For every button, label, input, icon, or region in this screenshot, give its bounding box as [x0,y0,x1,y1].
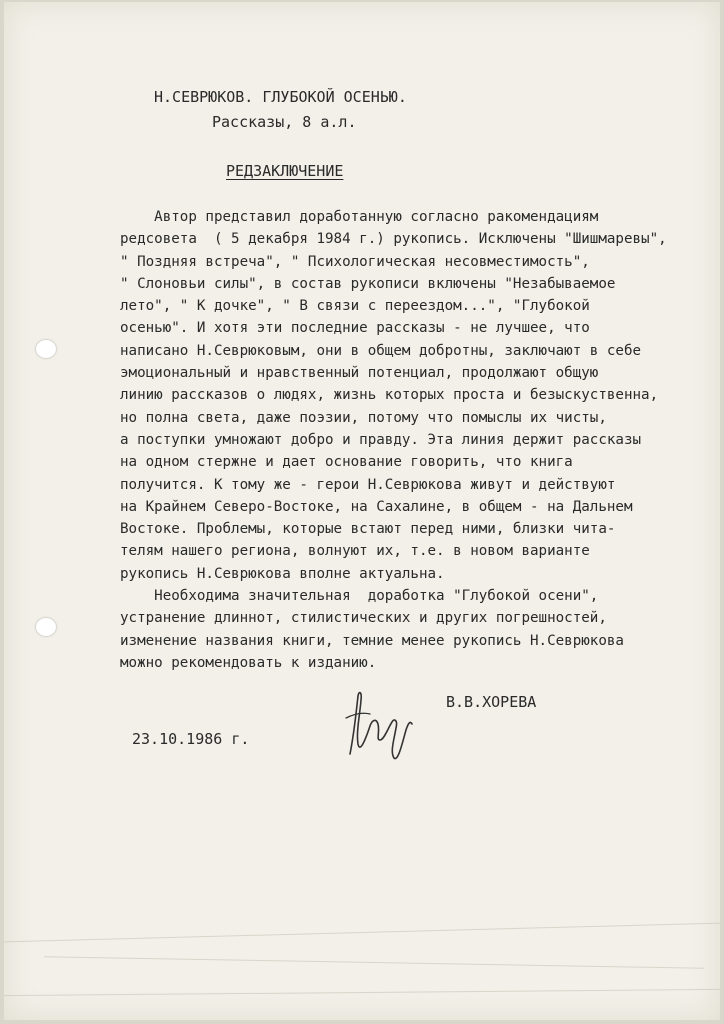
body-line: рукопись Н.Севрюкова вполне актуальна. [120,565,445,582]
body-line: а поступки умножают добро и правду. Эта линия держит рассказы [120,431,642,448]
document-body [120,206,667,674]
paper-crease [4,923,720,943]
body-line: на одном стержне и дает основание говорить, что книга [120,454,573,471]
body-line: на Крайнем Северо-Востоке, на Сахалине, в общем - на Дальнем [120,498,633,515]
body-line: эмоциональный и нравственный потенциал, продолжают общую [120,365,599,382]
body-line: линию рассказов о людях, жизнь которых проста и безыскуственна, [120,387,659,404]
body-line: лето", " К дочке", " В связи с переездом...", "Глубокой [120,298,590,315]
body-line: осенью". И хотя эти последние рассказы - не лучшее, что [120,320,590,337]
document-title: РЕДЗАКЛЮЧЕНИЕ [226,162,344,180]
document-date: 23.10.1986 г. [132,730,250,748]
body-line: " Поздняя встреча", " Психологическая несовместимость", [120,253,590,270]
signer-name: В.В.ХОРЕВА [446,693,537,711]
body-line: написано Н.Севрюковым, они в общем добротны, заключают в себе [120,342,642,359]
body-line: " Слоновьи силы", в состав рукописи включены "Незабываемое [120,275,616,292]
paper-crease [4,989,720,996]
body-line: можно рекомендовать к изданию. [120,654,377,671]
header-genre-size: Рассказы, 8 а.л. [212,113,357,131]
body-line: Необходима значительная доработка "Глубокой осени", [120,588,599,605]
header-author-title: Н.СЕВРЮКОВ. ГЛУБОКОЙ ОСЕНЬЮ. [154,88,407,106]
body-line: но полна света, даже поэзии, потому что помыслы их чисты, [120,409,607,426]
signature-icon [336,684,426,766]
body-line: редсовета ( 5 декабря 1984 г.) рукопись. Исключены "Шишмаревы", [120,231,667,248]
body-line: телям нашего региона, волнуют их, т.е. в новом варианте [120,543,590,560]
body-line: устранение длиннот, стилистических и других погрешностей, [120,610,607,627]
paper-crease [44,956,704,969]
punch-hole-icon [36,618,56,636]
body-line: Востоке. Проблемы, которые встают перед ними, близки чита- [120,521,616,538]
punch-hole-icon [36,340,56,358]
body-line: изменение названия книги, темние менее рукопись Н.Севрюкова [120,632,624,649]
body-line: получится. К тому же - герои Н.Севрюкова живут и действуют [120,476,616,493]
body-line: Автор представил доработанную согласно ракомендациям [120,209,599,225]
